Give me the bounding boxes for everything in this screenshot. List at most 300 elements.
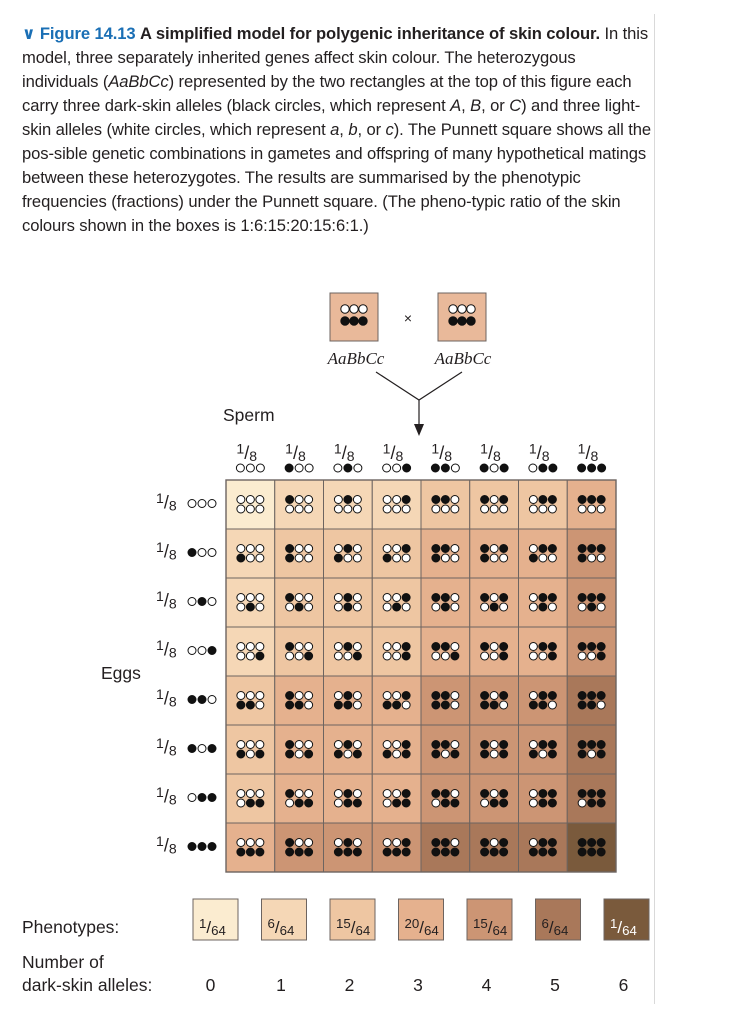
allele-dot <box>449 317 457 325</box>
allele-dot <box>295 799 303 807</box>
allele-dot <box>353 554 361 562</box>
figure-title: A simplified model for polygenic inheritance of skin colour. <box>140 24 600 43</box>
fraction-label: $^{20}$/64 <box>404 915 439 939</box>
allele-dot <box>403 464 411 472</box>
allele-dot <box>597 741 605 749</box>
allele-dot <box>548 594 556 602</box>
allele-dot <box>432 701 440 709</box>
caption-segment: In this model, three separately inherited genes affect skin colour. The heterozygous individuals ( <box>22 24 649 91</box>
allele-dot <box>305 603 313 611</box>
allele-dot <box>402 505 410 513</box>
allele-dot <box>246 839 254 847</box>
allele-dot <box>305 496 313 504</box>
fraction-label: $^1$/8 <box>156 539 177 563</box>
allele-dot <box>451 505 459 513</box>
allele-dot <box>393 496 401 504</box>
fraction-label: $^1$/8 <box>285 440 306 465</box>
allele-dot <box>295 652 303 660</box>
allele-dot <box>588 741 596 749</box>
allele-dot <box>295 750 303 758</box>
fraction-label: $^1$/8 <box>382 440 404 465</box>
allele-dot <box>490 741 498 749</box>
allele-dot <box>393 603 401 611</box>
allele-dot <box>539 750 547 758</box>
allele-dot <box>350 305 358 313</box>
allele-dot <box>578 603 586 611</box>
allele-dot <box>529 790 537 798</box>
allele-dot <box>441 545 449 553</box>
allele-dot <box>431 464 439 472</box>
phenotypes-label: Phenotypes: <box>22 917 120 937</box>
allele-dot <box>305 464 313 472</box>
dark-allele-count: 0 <box>205 975 216 995</box>
fraction-label: $^{15}$/64 <box>473 915 508 939</box>
allele-dot <box>393 741 401 749</box>
allele-dot <box>402 790 410 798</box>
allele-dot <box>500 750 508 758</box>
allele-dot <box>344 750 352 758</box>
allele-dot <box>246 545 254 553</box>
allele-dot <box>500 848 508 856</box>
allele-dot <box>256 848 264 856</box>
allele-dot <box>383 790 391 798</box>
cross-symbol: × <box>403 310 413 326</box>
allele-dot <box>353 741 361 749</box>
allele-dot <box>344 799 352 807</box>
allele-dot <box>402 554 410 562</box>
allele-dot <box>481 750 489 758</box>
allele-dot <box>578 505 586 513</box>
fraction-label: $^1$/8 <box>156 490 177 514</box>
allele-dot <box>432 505 440 513</box>
fraction-label: $^1$/8 <box>528 440 550 465</box>
allele-dot <box>305 692 313 700</box>
allele-dot <box>441 799 449 807</box>
allele-dot <box>188 647 196 655</box>
allele-dot <box>578 701 586 709</box>
fraction-label: $^1$/8 <box>577 440 599 465</box>
allele-dot <box>548 790 556 798</box>
fraction-label: $^1$/8 <box>480 440 501 465</box>
allele-dot <box>588 652 596 660</box>
allele-dot <box>295 692 303 700</box>
allele-dot <box>237 790 245 798</box>
allele-dot <box>539 603 547 611</box>
allele-dot <box>490 594 498 602</box>
caption-segment: , or <box>357 120 386 139</box>
allele-dot <box>334 594 342 602</box>
allele-dot <box>529 505 537 513</box>
allele-dot <box>246 790 254 798</box>
allele-dot <box>256 701 264 709</box>
caption-segment: C <box>509 96 522 115</box>
allele-dot <box>359 305 367 313</box>
allele-dot <box>256 643 264 651</box>
allele-dot <box>539 848 547 856</box>
allele-dot <box>402 701 410 709</box>
allele-dot <box>578 790 586 798</box>
allele-dot <box>588 848 596 856</box>
allele-dot <box>237 496 245 504</box>
allele-dot <box>598 464 606 472</box>
allele-dot <box>500 692 508 700</box>
allele-dot <box>548 496 556 504</box>
allele-dot <box>188 745 196 753</box>
allele-dot <box>334 643 342 651</box>
allele-dot <box>256 603 264 611</box>
allele-dot <box>597 652 605 660</box>
allele-dot <box>334 750 342 758</box>
allele-dot <box>256 790 264 798</box>
alleles-label-line1: Number of <box>22 952 104 972</box>
allele-dot <box>334 741 342 749</box>
fraction-label: $^1$/8 <box>156 637 177 661</box>
allele-dot <box>432 790 440 798</box>
allele-dot <box>383 799 391 807</box>
allele-dot <box>295 848 303 856</box>
allele-dot <box>237 643 245 651</box>
allele-dot <box>597 692 605 700</box>
allele-dot <box>393 643 401 651</box>
allele-dot <box>441 464 449 472</box>
allele-dot <box>451 701 459 709</box>
allele-dot <box>597 545 605 553</box>
allele-dot <box>286 790 294 798</box>
allele-dot <box>305 839 313 847</box>
allele-dot <box>597 839 605 847</box>
allele-dot <box>286 799 294 807</box>
allele-dot <box>383 464 391 472</box>
allele-dot <box>578 554 586 562</box>
allele-dot <box>208 647 216 655</box>
dark-allele-count: 1 <box>276 975 286 995</box>
allele-dot <box>578 799 586 807</box>
allele-dot <box>481 554 489 562</box>
allele-dot <box>451 848 459 856</box>
caption-segment: ) represented by the two rectangles at the top of this figure each carry three dark-skin alleles (black circles, which represent <box>22 72 632 115</box>
allele-dot <box>341 305 349 313</box>
alleles-label-line2: dark-skin alleles: <box>22 975 153 995</box>
allele-dot <box>208 843 216 851</box>
allele-dot <box>353 692 361 700</box>
allele-dot <box>256 839 264 847</box>
allele-dot <box>578 464 586 472</box>
allele-dot <box>548 701 556 709</box>
allele-dot <box>354 464 362 472</box>
allele-dot <box>256 750 264 758</box>
allele-dot <box>334 545 342 553</box>
allele-dot <box>490 643 498 651</box>
allele-dot <box>344 554 352 562</box>
dark-allele-count: 3 <box>413 975 423 995</box>
allele-dot <box>432 839 440 847</box>
fraction-label: $^1$/8 <box>236 440 258 465</box>
parent-genotype: AaBbCc <box>327 349 385 368</box>
allele-dot <box>539 464 547 472</box>
allele-dot <box>198 843 206 851</box>
allele-dot <box>237 692 245 700</box>
allele-dot <box>588 701 596 709</box>
allele-dot <box>597 848 605 856</box>
allele-dot <box>500 603 508 611</box>
allele-dot <box>458 305 466 313</box>
allele-dot <box>383 652 391 660</box>
allele-dot <box>295 496 303 504</box>
allele-dot <box>393 750 401 758</box>
allele-dot <box>334 701 342 709</box>
allele-dot <box>451 692 459 700</box>
allele-dot <box>383 603 391 611</box>
allele-dot <box>344 701 352 709</box>
fraction-label: $^1$/8 <box>156 735 177 759</box>
allele-dot <box>295 505 303 513</box>
allele-dot <box>529 750 537 758</box>
allele-dot <box>256 799 264 807</box>
allele-dot <box>305 799 313 807</box>
allele-dot <box>353 839 361 847</box>
allele-dot <box>256 545 264 553</box>
allele-dot <box>441 594 449 602</box>
allele-dot <box>237 594 245 602</box>
allele-dot <box>208 598 216 606</box>
allele-dot <box>286 741 294 749</box>
allele-dot <box>481 741 489 749</box>
allele-dot <box>539 790 547 798</box>
allele-dot <box>539 741 547 749</box>
allele-dot <box>548 848 556 856</box>
allele-dot <box>402 594 410 602</box>
allele-dot <box>344 692 352 700</box>
allele-dot <box>334 799 342 807</box>
allele-dot <box>353 701 361 709</box>
allele-dot <box>588 799 596 807</box>
allele-dot <box>578 750 586 758</box>
allele-dot <box>344 741 352 749</box>
allele-dot <box>393 790 401 798</box>
allele-dot <box>246 643 254 651</box>
allele-dot <box>588 603 596 611</box>
allele-dot <box>539 652 547 660</box>
allele-dot <box>578 545 586 553</box>
allele-dot <box>383 496 391 504</box>
allele-dot <box>198 696 206 704</box>
caption-segment: , <box>461 96 471 115</box>
allele-dot <box>383 701 391 709</box>
allele-dot <box>402 545 410 553</box>
allele-dot <box>305 545 313 553</box>
allele-dot <box>441 603 449 611</box>
allele-dot <box>246 692 254 700</box>
cross-arrowhead <box>414 424 424 436</box>
sperm-label: Sperm <box>223 405 275 425</box>
caption-segment: , <box>339 120 349 139</box>
allele-dot <box>481 643 489 651</box>
allele-dot <box>295 790 303 798</box>
caption-segment: b <box>348 120 358 139</box>
allele-dot <box>432 643 440 651</box>
allele-dot <box>198 647 206 655</box>
allele-dot <box>344 545 352 553</box>
allele-dot <box>383 594 391 602</box>
allele-dot <box>334 496 342 504</box>
allele-dot <box>295 839 303 847</box>
allele-dot <box>490 652 498 660</box>
allele-dot <box>597 603 605 611</box>
allele-dot <box>432 799 440 807</box>
fraction-label: $^1$/8 <box>156 833 177 857</box>
allele-dot <box>481 603 489 611</box>
allele-dot <box>451 464 459 472</box>
allele-dot <box>490 848 498 856</box>
allele-dot <box>208 500 216 508</box>
allele-dot <box>198 745 206 753</box>
dark-allele-count: 5 <box>550 975 560 995</box>
allele-dot <box>432 848 440 856</box>
allele-dot <box>490 603 498 611</box>
allele-dot <box>588 496 596 504</box>
allele-dot <box>441 692 449 700</box>
allele-dot <box>286 839 294 847</box>
allele-dot <box>490 496 498 504</box>
allele-dot <box>236 464 244 472</box>
allele-dot <box>578 594 586 602</box>
allele-dot <box>441 848 449 856</box>
allele-dot <box>451 799 459 807</box>
allele-dot <box>383 545 391 553</box>
allele-dot <box>286 496 294 504</box>
allele-dot <box>539 554 547 562</box>
allele-dot <box>353 603 361 611</box>
caption-segment: ) and three light-skin alleles (white circles, which represent <box>22 96 641 139</box>
fraction-label: $^1$/8 <box>333 440 355 465</box>
allele-dot <box>393 545 401 553</box>
allele-dot <box>529 545 537 553</box>
allele-dot <box>344 505 352 513</box>
allele-dot <box>500 701 508 709</box>
allele-dot <box>353 790 361 798</box>
allele-dot <box>353 848 361 856</box>
allele-dot <box>539 799 547 807</box>
chevron-down-icon[interactable]: ∨ <box>22 24 36 43</box>
allele-dot <box>451 594 459 602</box>
allele-dot <box>295 464 303 472</box>
allele-dot <box>256 554 264 562</box>
caption-segment: ). The Punnett square shows all the pos-sible genetic combinations in gametes and offspring of many hypothetical matings between these heterozygotes. The results are summarised by the phenotypic frequencies (fractions) under the Punnett square. (The pheno-typic ratio of the skin colours shown in the boxes is 1:6:15:20:15:6:1.) <box>22 120 651 235</box>
allele-dot <box>286 594 294 602</box>
allele-dot <box>597 554 605 562</box>
allele-dot <box>305 594 313 602</box>
allele-dot <box>481 652 489 660</box>
allele-dot <box>451 643 459 651</box>
allele-dot <box>393 839 401 847</box>
fraction-label: $^6$/64 <box>541 915 569 939</box>
allele-dot <box>588 790 596 798</box>
allele-dot <box>295 545 303 553</box>
fraction-label: $^1$/64 <box>199 915 226 939</box>
allele-dot <box>286 848 294 856</box>
allele-dot <box>500 554 508 562</box>
allele-dot <box>198 549 206 557</box>
allele-dot <box>402 848 410 856</box>
allele-dot <box>490 750 498 758</box>
allele-dot <box>383 643 391 651</box>
allele-dot <box>383 848 391 856</box>
figure-label: Figure 14.13 <box>39 24 136 43</box>
allele-dot <box>500 799 508 807</box>
allele-dot <box>578 652 586 660</box>
allele-dot <box>588 692 596 700</box>
allele-dot <box>295 643 303 651</box>
allele-dot <box>305 643 313 651</box>
allele-dot <box>529 603 537 611</box>
allele-dot <box>237 554 245 562</box>
allele-dot <box>449 305 457 313</box>
allele-dot <box>393 464 401 472</box>
allele-dot <box>334 603 342 611</box>
allele-dot <box>432 554 440 562</box>
allele-dot <box>383 741 391 749</box>
allele-dot <box>500 643 508 651</box>
allele-dot <box>441 554 449 562</box>
allele-dot <box>246 741 254 749</box>
allele-dot <box>500 496 508 504</box>
allele-dot <box>402 799 410 807</box>
caption-segment: , or <box>481 96 510 115</box>
allele-dot <box>539 701 547 709</box>
allele-dot <box>451 496 459 504</box>
allele-dot <box>295 603 303 611</box>
allele-dot <box>481 496 489 504</box>
eggs-label: Eggs <box>101 663 141 683</box>
allele-dot <box>305 750 313 758</box>
allele-dot <box>490 799 498 807</box>
allele-dot <box>529 594 537 602</box>
caption-segment: B <box>470 96 482 115</box>
allele-dot <box>402 603 410 611</box>
caption-segment: a <box>330 120 340 139</box>
allele-dot <box>578 692 586 700</box>
allele-dot <box>353 545 361 553</box>
allele-dot <box>529 848 537 856</box>
allele-dot <box>548 839 556 847</box>
allele-dot <box>588 839 596 847</box>
allele-dot <box>256 505 264 513</box>
allele-dot <box>441 701 449 709</box>
allele-dot <box>285 464 293 472</box>
allele-dot <box>441 643 449 651</box>
allele-dot <box>393 692 401 700</box>
allele-dot <box>578 839 586 847</box>
allele-dot <box>305 848 313 856</box>
allele-dot <box>597 643 605 651</box>
allele-dot <box>344 790 352 798</box>
allele-dot <box>295 594 303 602</box>
allele-dot <box>481 839 489 847</box>
allele-dot <box>490 464 498 472</box>
fraction-label: $^1$/8 <box>156 588 177 612</box>
allele-dot <box>198 598 206 606</box>
allele-dot <box>359 317 367 325</box>
allele-dot <box>500 594 508 602</box>
allele-dot <box>383 554 391 562</box>
allele-dot <box>246 652 254 660</box>
allele-dot <box>334 692 342 700</box>
allele-dot <box>529 496 537 504</box>
fraction-label: $^1$/8 <box>156 686 177 710</box>
allele-dot <box>402 652 410 660</box>
allele-dot <box>237 839 245 847</box>
allele-dot <box>188 794 196 802</box>
